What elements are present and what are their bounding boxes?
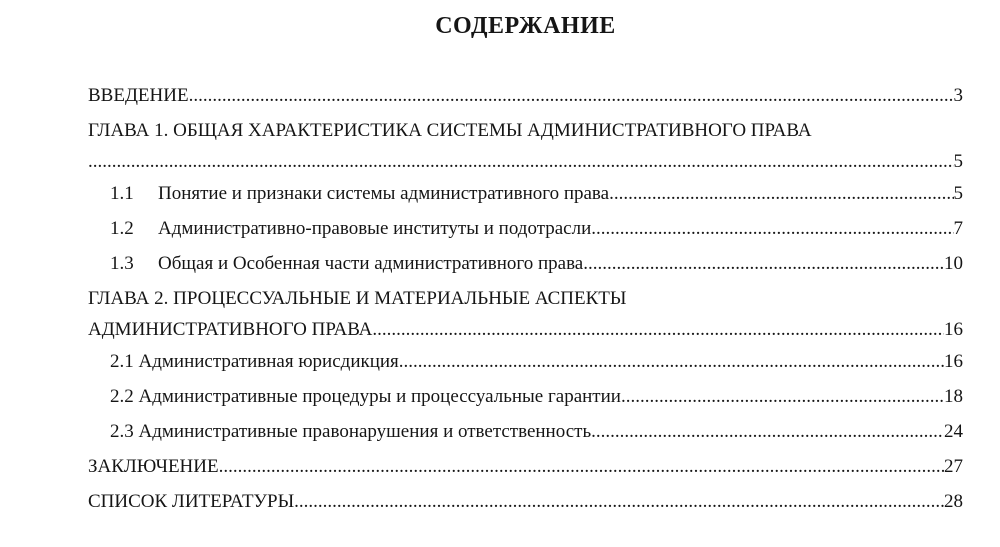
toc-page-number: 24 xyxy=(944,421,963,442)
toc-entry-1-1[interactable] xyxy=(110,176,963,211)
toc-page-number: 18 xyxy=(944,386,963,407)
toc-entry-label: ГЛАВА 2. ПРОЦЕССУАЛЬНЫЕ И МАТЕРИАЛЬНЫЕ АСПЕКТЫ xyxy=(88,288,627,309)
toc-page-number: 16 xyxy=(944,319,963,340)
dot-leader xyxy=(609,176,953,211)
toc-entry-2-1[interactable] xyxy=(110,344,963,379)
dot-leader xyxy=(399,344,944,379)
toc-entry-number: 1.3 xyxy=(110,253,134,274)
dot-leader xyxy=(591,414,944,449)
toc-entry-label: Понятие и признаки системы административного права xyxy=(158,183,610,204)
dot-leader xyxy=(621,379,944,414)
dot-leader xyxy=(583,246,944,281)
dot-leader xyxy=(219,449,944,484)
toc-entry-label: СПИСОК ЛИТЕРАТУРЫ xyxy=(88,491,295,512)
toc-page-number: 5 xyxy=(953,151,963,172)
toc-entry-label: Общая и Особенная части административного права xyxy=(158,253,584,274)
toc-entry-bibliography[interactable] xyxy=(88,484,963,519)
toc-entry-conclusion[interactable] xyxy=(88,449,963,484)
toc-page-number: 10 xyxy=(944,253,963,274)
dot-leader xyxy=(294,484,944,519)
toc-entry-2-2[interactable] xyxy=(110,379,963,414)
page-title: СОДЕРЖАНИЕ xyxy=(435,13,616,39)
toc-entry-number: 1.1 xyxy=(110,183,134,204)
toc-page-number: 3 xyxy=(953,85,963,106)
toc-entry-1-2[interactable] xyxy=(110,211,963,246)
toc-entry-label: ЗАКЛЮЧЕНИЕ xyxy=(88,456,219,477)
dot-leader xyxy=(372,316,944,344)
toc-entry-label: ГЛАВА 1. ОБЩАЯ ХАРАКТЕРИСТИКА СИСТЕМЫ АДМИНИСТРАТИВНОГО ПРАВА xyxy=(88,120,812,141)
toc-entry-label: 2.3 Административные правонарушения и ответственность xyxy=(110,421,592,442)
dot-leader xyxy=(591,211,953,246)
toc-page-number: 16 xyxy=(944,351,963,372)
toc-entry-number: 1.2 xyxy=(110,218,134,239)
toc-page-number: 7 xyxy=(953,218,963,239)
toc-entry-label: Административно-правовые институты и подотрасли xyxy=(158,218,592,239)
toc-page-number: 5 xyxy=(953,183,963,204)
toc-entry-label: ВВЕДЕНИЕ xyxy=(88,85,189,106)
toc-entry-label-continued: АДМИНИСТРАТИВНОГО ПРАВА xyxy=(88,319,373,340)
toc-entry-introduction[interactable] xyxy=(88,78,963,113)
toc-page-number: 28 xyxy=(944,491,963,512)
toc-entry-label: 2.1 Административная юрисдикция xyxy=(110,351,399,372)
toc-entry-label: 2.2 Административные процедуры и процессуальные гарантии xyxy=(110,386,621,407)
dot-leader xyxy=(189,78,954,113)
toc-entry-1-3[interactable] xyxy=(110,246,963,281)
toc-entry-chapter-1[interactable] xyxy=(88,113,963,176)
toc-entry-2-3[interactable] xyxy=(110,414,963,449)
toc-entry-chapter-2[interactable] xyxy=(88,281,963,344)
table-of-contents xyxy=(88,78,963,519)
toc-page-number: 27 xyxy=(944,456,963,477)
dot-leader xyxy=(88,148,954,176)
